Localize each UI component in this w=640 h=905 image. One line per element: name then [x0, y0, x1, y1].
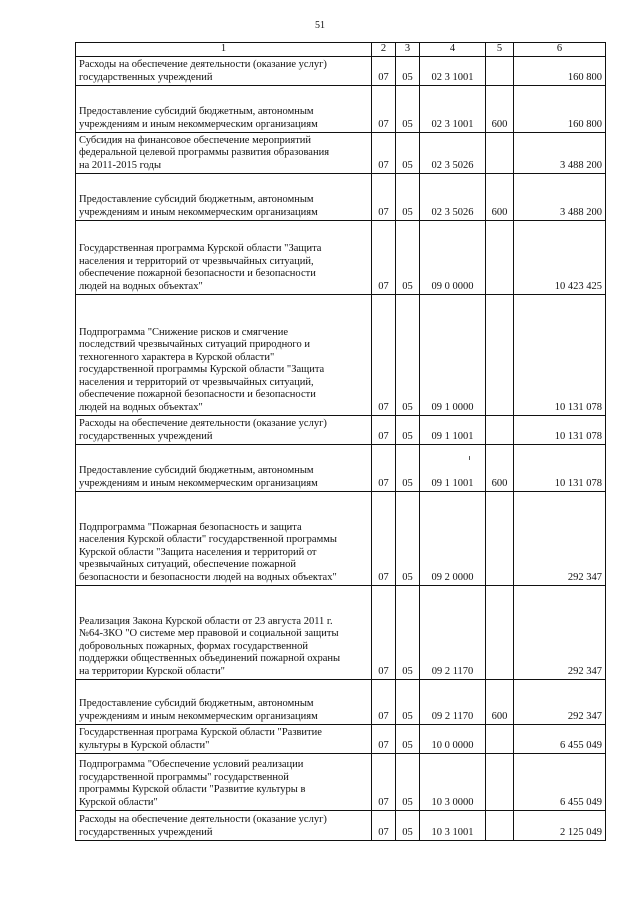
- description-line: поддержки общественных объединений пожарной охраны: [79, 653, 341, 664]
- section-code: 07: [372, 221, 396, 295]
- description-line: учреждениям и иным некоммерческим организациям: [79, 477, 318, 489]
- amount: 10 131 078: [514, 445, 606, 492]
- row-description: [76, 492, 372, 586]
- section-code: 07: [372, 57, 396, 86]
- description-line: Курской области "Защита населения и территорий от: [79, 546, 317, 558]
- expense-type-code: [486, 492, 514, 586]
- expense-type-code: [486, 725, 514, 754]
- table-row: [76, 133, 606, 174]
- row-description: [76, 174, 372, 221]
- expense-type-code: [486, 586, 514, 680]
- section-code: 07: [372, 295, 396, 416]
- table-row: [76, 754, 606, 811]
- description-line: Расходы на обеспечение деятельности (оказание услуг): [79, 418, 327, 429]
- row-description: [76, 416, 372, 445]
- table-row: [76, 492, 606, 586]
- description-line: населения и территорий от чрезвычайных ситуаций,: [79, 376, 314, 388]
- target-article-code: 02 3 5026: [420, 174, 486, 221]
- amount: 10 423 425: [514, 221, 606, 295]
- subsection-code: 05: [396, 492, 420, 586]
- description-line: обеспечение пожарной безопасности и безопасности: [79, 389, 316, 400]
- row-description: [76, 445, 372, 492]
- subsection-code: 05: [396, 86, 420, 133]
- description-line: Курской области": [79, 796, 158, 808]
- expense-type-code: 600: [486, 680, 514, 725]
- section-code: 07: [372, 492, 396, 586]
- description-line: Расходы на обеспечение деятельности (оказание услуг): [79, 59, 327, 70]
- subsection-code: 05: [396, 221, 420, 295]
- section-code: 07: [372, 445, 396, 492]
- row-description: [76, 725, 372, 754]
- description-line: Подпрограмма "Снижение рисков и смягчение: [79, 326, 288, 338]
- subsection-code: 05: [396, 680, 420, 725]
- header-col-6: 6: [514, 43, 606, 57]
- table-row: [76, 221, 606, 295]
- page-number: 51: [315, 20, 325, 31]
- row-description: [76, 811, 372, 841]
- subsection-code: 05: [396, 811, 420, 841]
- subsection-code: 05: [396, 133, 420, 174]
- description-line: чрезвычайных ситуаций, обеспечение пожарной: [79, 559, 296, 570]
- header-col-3: 3: [396, 43, 420, 57]
- subsection-code: 05: [396, 725, 420, 754]
- description-line: людей на водных объектах": [79, 401, 203, 413]
- description-line: государственных учреждений: [79, 430, 213, 442]
- amount: 160 800: [514, 57, 606, 86]
- section-code: 07: [372, 586, 396, 680]
- expense-type-code: [486, 754, 514, 811]
- subsection-code: 05: [396, 416, 420, 445]
- subsection-code: 05: [396, 586, 420, 680]
- subsection-code: 05: [396, 754, 420, 811]
- expense-type-code: [486, 416, 514, 445]
- description-line: Государственная программа Курской области "Защита: [79, 243, 322, 254]
- scan-speck: [469, 456, 470, 460]
- expense-type-code: [486, 57, 514, 86]
- header-col-4: 4: [420, 43, 486, 57]
- description-line: государственной программы Курской области "Защита: [79, 364, 325, 375]
- section-code: 07: [372, 754, 396, 811]
- subsection-code: 05: [396, 57, 420, 86]
- description-line: Подпрограмма "Пожарная безопасность и защита: [79, 521, 302, 533]
- description-line: Подпрограмма "Обеспечение условий реализации: [79, 759, 304, 770]
- amount: 292 347: [514, 492, 606, 586]
- description-line: культуры в Курской области": [79, 739, 210, 751]
- row-description: [76, 295, 372, 416]
- amount: 6 455 049: [514, 725, 606, 754]
- row-description: [76, 586, 372, 680]
- description-line: Субсидия на финансовое обеспечение мероприятий: [79, 134, 312, 146]
- subsection-code: 05: [396, 445, 420, 492]
- target-article-code: 09 0 0000: [420, 221, 486, 295]
- table-row: [76, 680, 606, 725]
- description-line: добровольных пожарных, формах государственной: [79, 640, 309, 652]
- target-article-code: 02 3 1001: [420, 57, 486, 86]
- amount: 3 488 200: [514, 174, 606, 221]
- description-line: на 2011-2015 годы: [79, 159, 162, 171]
- expense-type-code: 600: [486, 174, 514, 221]
- target-article-code: 02 3 5026: [420, 133, 486, 174]
- section-code: 07: [372, 725, 396, 754]
- expense-type-code: 600: [486, 445, 514, 492]
- section-code: 07: [372, 174, 396, 221]
- description-line: последствий чрезвычайных ситуаций природного и: [79, 339, 310, 350]
- description-line: государственных учреждений: [79, 71, 213, 83]
- expense-type-code: 600: [486, 86, 514, 133]
- section-code: 07: [372, 416, 396, 445]
- description-line: №64-ЗКО "О системе мер правовой и социальной защиты: [79, 628, 339, 639]
- expense-type-code: [486, 811, 514, 841]
- row-description: [76, 86, 372, 133]
- table-row: [76, 57, 606, 86]
- table-row: [76, 86, 606, 133]
- header-col-5: 5: [486, 43, 514, 57]
- subsection-code: 05: [396, 174, 420, 221]
- description-line: Реализация Закона Курской области от 23 августа 2011 г.: [79, 615, 333, 627]
- target-article-code: 02 3 1001: [420, 86, 486, 133]
- header-row: [76, 43, 606, 57]
- description-line: населения Курской области" государственной программы: [79, 534, 337, 545]
- description-line: техногенного характера в Курской области": [79, 351, 275, 363]
- table-row: [76, 174, 606, 221]
- target-article-code: 09 1 1001: [420, 445, 486, 492]
- section-code: 07: [372, 680, 396, 725]
- target-article-code: 09 2 1170: [420, 680, 486, 725]
- description-line: безопасности и безопасности людей на водных объектах": [79, 571, 337, 583]
- target-article-code: 09 1 1001: [420, 416, 486, 445]
- description-line: учреждениям и иным некоммерческим организациям: [79, 206, 318, 218]
- target-article-code: 10 3 1001: [420, 811, 486, 841]
- table-row: [76, 416, 606, 445]
- amount: 3 488 200: [514, 133, 606, 174]
- target-article-code: 09 2 1170: [420, 586, 486, 680]
- row-description: [76, 221, 372, 295]
- expense-type-code: [486, 295, 514, 416]
- section-code: 07: [372, 811, 396, 841]
- description-line: Расходы на обеспечение деятельности (оказание услуг): [79, 814, 327, 825]
- description-line: Предоставление субсидий бюджетным, автономным: [79, 698, 314, 709]
- description-line: Предоставление субсидий бюджетным, автономным: [79, 465, 314, 476]
- expense-type-code: [486, 221, 514, 295]
- description-line: Государственная програма Курской области "Развитие: [79, 727, 322, 738]
- description-line: на территории Курской области": [79, 665, 225, 677]
- section-code: 07: [372, 133, 396, 174]
- amount: 292 347: [514, 586, 606, 680]
- description-line: Предоставление субсидий бюджетным, автономным: [79, 106, 314, 117]
- header-col-1: 1: [76, 43, 372, 57]
- amount: 292 347: [514, 680, 606, 725]
- table-row: [76, 586, 606, 680]
- budget-table: [75, 42, 606, 841]
- target-article-code: 09 2 0000: [420, 492, 486, 586]
- description-line: людей на водных объектах": [79, 280, 203, 292]
- table-row: [76, 725, 606, 754]
- row-description: [76, 754, 372, 811]
- description-line: учреждениям и иным некоммерческим организациям: [79, 118, 318, 130]
- description-line: учреждениям и иным некоммерческим организациям: [79, 710, 318, 722]
- subsection-code: 05: [396, 295, 420, 416]
- section-code: 07: [372, 86, 396, 133]
- expense-type-code: [486, 133, 514, 174]
- target-article-code: 10 0 0000: [420, 725, 486, 754]
- target-article-code: 10 3 0000: [420, 754, 486, 811]
- description-line: государственных учреждений: [79, 826, 213, 838]
- target-article-code: 09 1 0000: [420, 295, 486, 416]
- header-col-2: 2: [372, 43, 396, 57]
- description-line: федеральной целевой программы развития образования: [79, 147, 330, 158]
- amount: 2 125 049: [514, 811, 606, 841]
- description-line: государственной программы" государственной: [79, 771, 289, 783]
- table-row: [76, 295, 606, 416]
- table-row: [76, 445, 606, 492]
- description-line: Предоставление субсидий бюджетным, автономным: [79, 194, 314, 205]
- amount: 160 800: [514, 86, 606, 133]
- amount: 10 131 078: [514, 416, 606, 445]
- row-description: [76, 680, 372, 725]
- description-line: населения и территорий от чрезвычайных ситуаций,: [79, 255, 314, 267]
- amount: 6 455 049: [514, 754, 606, 811]
- table-row: [76, 811, 606, 841]
- row-description: [76, 57, 372, 86]
- row-description: [76, 133, 372, 174]
- amount: 10 131 078: [514, 295, 606, 416]
- description-line: программы Курской области "Развитие культуры в: [79, 784, 306, 795]
- description-line: обеспечение пожарной безопасности и безопасности: [79, 268, 316, 279]
